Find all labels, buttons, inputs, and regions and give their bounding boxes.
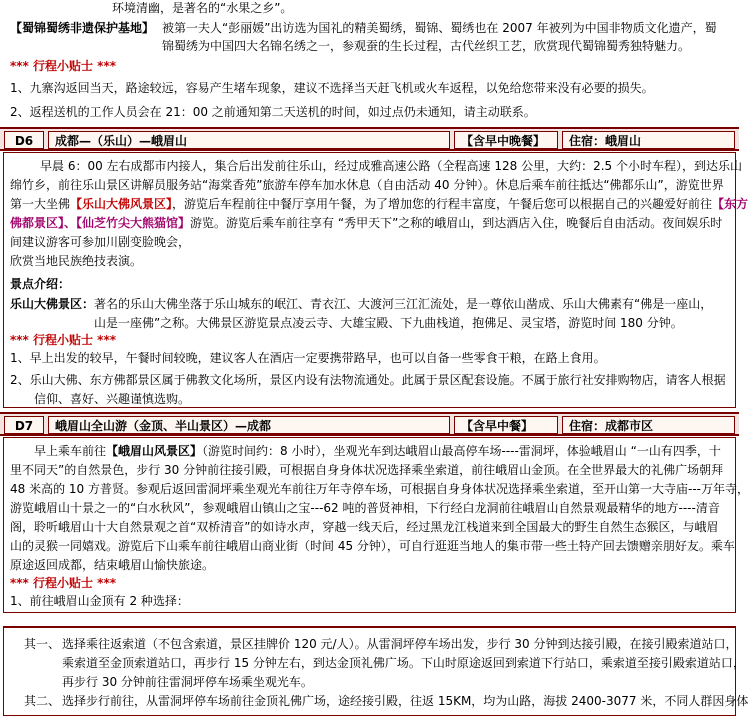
top-tip2: 2、返程送机的工作人员会在 21：00 之前通知第二天送机的时间，如过点仍未通知，请主动联系。 <box>10 105 536 119</box>
day6-number: D6 <box>4 131 44 149</box>
day7-route: 峨眉山全山游（金顶、半山景区）—成都 <box>48 416 450 434</box>
top-line0: 环境清幽，是著名的“水果之乡”。 <box>112 1 293 15</box>
day6-tip2a: 2、乐山大佛、东方佛都景区属于佛教文化场所，景区内设有法物流通处。此属于景区配套设施。不属于旅行社安排购物店，请客人根据 <box>10 373 726 387</box>
day6-tip1: 1、早上出发的较早，午餐时间较晚，建议客人在酒店一定要携带路早，也可以自备一些零食干粮，在路上食用。 <box>10 351 606 365</box>
day6-p6: 欣赏当地民族绝技表演。 <box>10 254 143 268</box>
day6-p1: 早晨 6：00 左右成都市内接人，集合后出发前往乐山，经过成雅高速公路（全程高速 128 公里，大约：2.5 个小时车程），到达乐山 <box>40 159 742 173</box>
intro-title: 景点介绍： <box>10 277 71 291</box>
day7-p3: 48 米高的 10 方普贤。参观后返回雷洞坪乘坐观光车前往万年寺停车场，可根据自身身体状况选择乘坐索道，至开山第一大寺庙---万年寺， <box>10 482 749 496</box>
day6-route: 成都—（乐山）—峨眉山 <box>48 131 450 149</box>
day7-header <box>0 412 739 436</box>
dongfang-fodu-link-cont[interactable]: 佛都景区】、 <box>10 216 77 230</box>
dongfang-fodu-link[interactable]: 【东方 <box>712 197 749 211</box>
shujin-label: 【蜀锦蜀绣非遗保护基地】 <box>10 21 155 35</box>
option1-line3: 再步行 30 分钟前往雷洞坪停车场乘坐观光车。 <box>62 675 313 689</box>
day6-p5: 间建议游客可参加川剧变脸晚会， <box>10 235 191 249</box>
day7-tips-title: *** 行程小贴士 *** <box>10 576 117 590</box>
day7-body <box>3 437 749 613</box>
leshan-buddha-link[interactable]: 【乐山大佛风景区】 <box>70 197 173 211</box>
day7-p7: 原途返回成都，结束峨眉山愉快旅途。 <box>10 558 215 572</box>
day7-number: D7 <box>4 416 44 434</box>
day6-tip2b: 信仰、喜好、兴趣谨慎选购。 <box>34 392 191 406</box>
day7-p1c: （游览时间约：8 小时），坐观光车到达峨眉山最高停车场----雷洞坪，体验峨眉山 “一山有四季，十 <box>202 444 721 458</box>
top-section <box>0 0 739 128</box>
day6-p3a: 第一大坐佛 <box>10 197 71 211</box>
shujin-line2: 锦蜀绣为中国四大名锦名绣之一，参观蚕的生长过程，古代丝织工艺，欣赏现代蜀锦蜀秀独特魅力。 <box>162 39 691 53</box>
day6-p3c: ，游览后车程前往中餐厅享用午餐，为了增加您的行程丰富度，午餐后您可以根据自己的兴趣爱好前往 <box>172 197 713 211</box>
day6-stay: 住宿：峨眉山 <box>562 131 735 149</box>
option1-label: 其一、 <box>24 637 61 651</box>
option1-line2: 乘索道至金顶索道站口，再步行 15 分钟左右，到达金顶礼佛广场。下山时原途返回到索道下行站口，乘索道至接引殿索道站口， <box>62 656 745 670</box>
emei-scenic-link[interactable]: 【峨眉山风景区】 <box>106 444 203 458</box>
day7-p5: 阁，聆听峨眉山十大自然景观之首“双桥清音”的如诗水声，穿越一线天后，经过黑龙江栈道来到全国最大的野生自然生态猴区，与峨眉 <box>10 520 719 534</box>
day6-p4 <box>10 214 722 232</box>
day7-p6: 山的灵猴一同嬉戏。游览后下山乘车前往峨眉山商业街（时间 45 分钟），可自行逛逛当地人的集市带一些土特产回去馈赠亲朋好友。乘车 <box>10 539 735 553</box>
panda-hall-link[interactable]: 【仙芝竹尖大熊猫馆】 <box>76 216 191 230</box>
option1-line1: 选择乘往返索道（不包含索道，景区挂牌价 120 元/人）。从雷洞坪停车场出发，步行 30 分钟到达接引殿，在接引殿索道站口， <box>62 637 738 651</box>
day7-stay: 住宿：成都市区 <box>562 416 735 434</box>
day7-meals: 【含早中餐】 <box>454 416 558 434</box>
day7-p1 <box>34 442 721 460</box>
day7-p4: 游览峨眉山十景之一的“白水秋风”，参观峨眉山镇山之宝---62 吨的普贤神相，下行经白龙洞前往峨眉山自然景观最精华的地方----清音 <box>10 501 720 515</box>
day6-p3 <box>10 195 748 213</box>
option2-line1: 选择步行前往，从雷洞坪停车场前往金顶礼佛广场，途经接引殿，往返 15KM，均为山路，海拔 2400-3077 米，不同人群因身体 <box>62 694 749 708</box>
options-box <box>3 626 749 716</box>
day6-body <box>3 152 749 408</box>
day7-p1a: 早上乘车前往 <box>34 444 107 458</box>
day6-p4c: 游览。游览后乘车前往享有 “秀甲天下”之称的峨眉山，到达酒店入住，晚餐后自由活动。夜间娱乐时 <box>190 216 723 230</box>
day6-p2: 绵竹乡，前往乐山景区讲解员服务站“海棠香苑”旅游车停车加水休息（自由活动 40 分钟）。休息后乘车前往抵达“佛都乐山”，游览世界 <box>10 178 724 192</box>
top-tip1: 1、九寨沟返回当天，路途较远，容易产生堵车现象，建议不选择当天赶飞机或火车返程，以免给您带来没有必要的损失。 <box>10 81 654 95</box>
day6-header <box>0 127 739 151</box>
intro-line1: 著名的乐山大佛坐落于乐山城东的岷江、青衣江、大渡河三江汇流处，是一尊依山凿成、乐山大佛素有“佛是一座山， <box>94 297 713 311</box>
intro-label: 乐山大佛景区： <box>10 297 95 311</box>
day7-tip1: 1、前往峨眉山金顶有 2 种选择： <box>10 594 189 608</box>
option2-label: 其二、 <box>24 694 61 708</box>
tips-title-top: *** 行程小贴士 *** <box>10 59 117 73</box>
shujin-line1: 被第一夫人“彭丽媛”出访选为国礼的精美蜀绣，蜀锦、蜀绣也在 2007 年被列为中国非物质文化遗产，蜀 <box>162 21 717 35</box>
intro-line2: 山是一座佛”之称。大佛景区游览景点凌云寺、大雄宝殿、下九曲栈道，抱佛足、灵宝塔，游览时间 180 分钟。 <box>94 316 683 330</box>
day6-meals: 【含早中晚餐】 <box>454 131 558 149</box>
day7-p2: 里不同天”的自然景色，步行 30 分钟前往接引殿，可根据自身身体状况选择乘坐索道，前往峨眉山金顶。在全世界最大的礼佛广场朝拜 <box>10 463 724 477</box>
day6-tips-title: *** 行程小贴士 *** <box>10 333 117 347</box>
